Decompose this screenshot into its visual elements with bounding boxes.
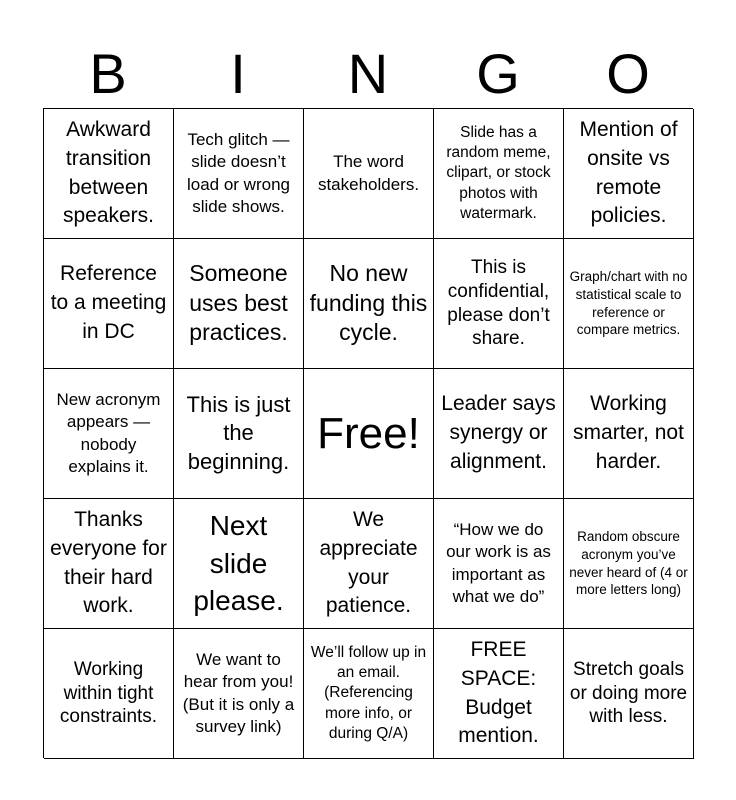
bingo-cell[interactable] [174,499,304,629]
bingo-cell[interactable] [564,499,694,629]
cell-text: Reference to a meeting in DC [50,262,167,343]
bingo-cell[interactable] [434,499,564,629]
cell-text: FREE SPACE: Budget mention. [458,637,539,748]
bingo-cell[interactable] [44,499,174,629]
cell-text: New acronym appears — nobody explains it. [56,390,161,476]
cell-text: Stretch goals or doing more with less. [569,658,688,728]
bingo-cell[interactable] [44,369,174,499]
cell-text: This is just the beginning. [186,391,291,474]
cell-text: Leader says synergy or alignment. [441,392,556,473]
cell-text: Working within tight constraints. [59,658,158,728]
bingo-cell[interactable] [564,369,694,499]
cell-text: Tech glitch — slide doesn’t load or wrong slide shows. [186,130,290,216]
header-letter-n: N [347,42,389,105]
header-letter-g: G [476,42,520,105]
free-space-text: Free! [317,408,420,458]
bingo-cell[interactable] [174,109,304,239]
bingo-cell[interactable] [174,369,304,499]
bingo-cell[interactable] [304,109,434,239]
cell-text: Someone uses best practices. [189,259,288,346]
cell-text: Thanks everyone for their hard work. [50,507,167,618]
header-letter-i: I [230,42,246,105]
bingo-cell[interactable] [434,109,564,239]
bingo-board [43,108,693,758]
bingo-cell[interactable] [44,239,174,369]
cell-text: We appreciate your patience. [319,507,418,618]
cell-text: “How we do our work is as important as what we do” [446,520,551,606]
bingo-cell[interactable] [434,239,564,369]
bingo-header [43,40,693,108]
bingo-cell[interactable] [564,109,694,239]
cell-text: The word stakeholders. [317,152,420,194]
cell-text: No new funding this cycle. [309,259,428,346]
cell-text: Working smarter, not harder. [573,392,684,473]
bingo-cell[interactable] [174,629,304,759]
bingo-cell[interactable] [174,239,304,369]
bingo-cell[interactable] [434,629,564,759]
bingo-cell[interactable] [304,499,434,629]
header-letter-o: O [606,42,650,105]
cell-text: Mention of onsite vs remote policies. [579,117,678,228]
cell-text: Graph/chart with no statistical scale to reference or compare metrics. [569,269,688,338]
free-space-cell[interactable] [304,369,434,499]
bingo-cell[interactable] [304,629,434,759]
cell-text: Random obscure acronym you’ve never heard of (4 or more letters long) [569,529,688,598]
cell-text: We’ll follow up in an email. (Referencing more info, or during Q/A) [310,644,427,742]
cell-text: This is confidential, please don’t share. [447,257,550,350]
bingo-cell[interactable] [44,109,174,239]
bingo-cell[interactable] [564,239,694,369]
bingo-cell[interactable] [304,239,434,369]
bingo-cell[interactable] [564,629,694,759]
bingo-cell[interactable] [434,369,564,499]
bingo-cell[interactable] [44,629,174,759]
cell-text: We want to hear from you! (But it is only a survey link) [182,650,295,736]
cell-text: Next slide please. [193,509,284,617]
cell-text: Slide has a random meme, clipart, or stock photos with watermark. [446,124,551,222]
cell-text: Awkward transition between speakers. [62,117,155,228]
header-letter-b: B [89,42,127,105]
